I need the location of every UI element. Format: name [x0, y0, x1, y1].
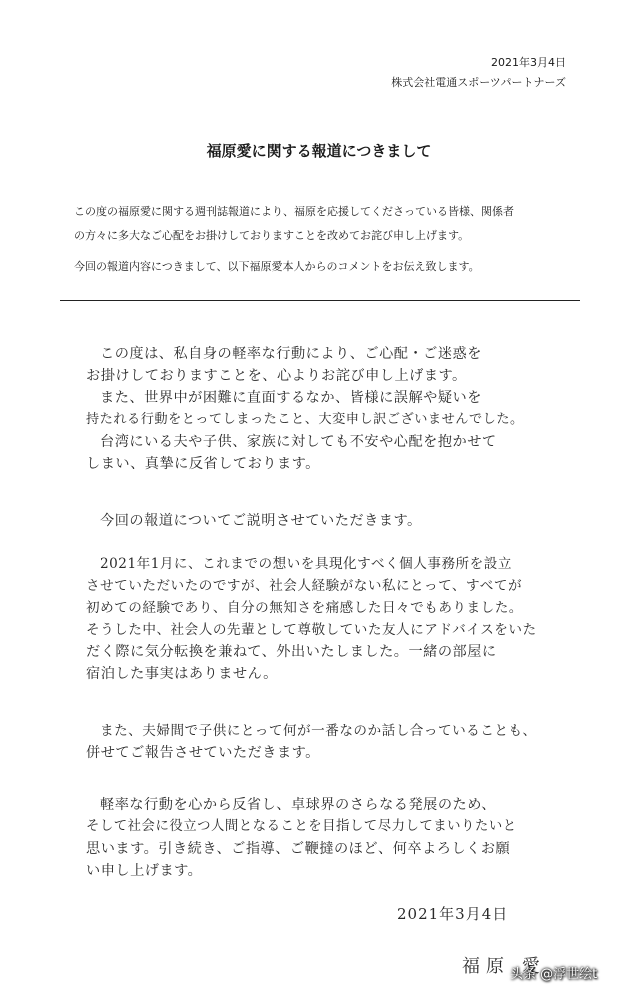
intro-paragraph-2	[74, 255, 570, 279]
handwritten-line: 持たれる行動をとってしまったこと、大変申し訳ございませんでした。	[86, 412, 524, 427]
handwritten-line: 2021年1月に、これまでの想いを具現化すべく個人事務所を設立	[100, 556, 512, 572]
intro-line: の方々に多大なご心配をお掛けしておりますことを改めてお詫び申し上げます。	[74, 229, 470, 242]
handwritten-line: この度は、私自身の軽率な行動により、ご心配・ご迷惑を	[100, 346, 482, 362]
handwritten-date: 2021年3月4日	[397, 905, 509, 923]
handwritten-line: お掛けしておりますことを、心よりお詫び申し上げます。	[86, 368, 467, 384]
handwritten-line: 思います。引き続き、ご指導、ご鞭撻のほど、何卒よろしくお願	[86, 841, 511, 857]
handwritten-line: させていただいたのですが、社会人経験がない私にとって、すべてが	[86, 578, 523, 594]
intro-line: 今回の報道内容につきまして、以下福原愛本人からのコメントをお伝え致します。	[74, 260, 480, 273]
handwritten-line: 初めての経験であり、自分の無知さを痛感した日々でもありました。	[86, 600, 523, 616]
divider	[60, 300, 580, 301]
handwritten-line: 軽率な行動を心から反省し、卓球界のさらなる発展のため、	[100, 797, 496, 813]
handwritten-line: 宿泊した事実はありません。	[86, 666, 278, 682]
handwritten-line: い申し上げます。	[86, 863, 203, 879]
handwritten-line: そうした中、社会人の先輩として尊敬していた友人にアドバイスをいた	[86, 622, 537, 638]
header-company: 株式会社電通スポーツパートナーズ	[391, 76, 566, 89]
handwritten-line: 併せてご報告させていただきます。	[86, 745, 320, 761]
handwritten-paragraph-4	[86, 720, 570, 764]
intro-paragraph-1	[74, 200, 570, 248]
handwritten-line: 今回の報道についてご説明させていただきます。	[100, 513, 422, 529]
handwritten-line: そして社会に役立つ人間となることを目指して尽力してまいりたいと	[86, 819, 517, 834]
watermark-text: 头条 @浮世绘t	[510, 967, 598, 982]
handwritten-line: また、世界中が困難に直面するなか、皆様に誤解や疑いを	[100, 390, 482, 406]
handwritten-paragraph-5	[86, 794, 570, 882]
handwritten-paragraph-1	[86, 343, 570, 475]
handwritten-line: だく際に気分転換を兼ねて、外出いたしました。一緒の部屋に	[86, 644, 497, 660]
handwritten-line: 台湾にいる夫や子供、家族に対しても不安や心配を抱かせて	[100, 434, 497, 450]
header-date: 2021年3月4日	[491, 56, 566, 69]
document-title: 福原愛に関する報道につきまして	[206, 142, 432, 160]
handwritten-line: また、夫婦間で子供にとって何が一番なのか話し合っていることも、	[100, 723, 537, 739]
signature: 福原 愛	[462, 956, 546, 977]
handwritten-line: しまい、真摯に反省しております。	[86, 456, 320, 472]
handwritten-paragraph-2	[100, 510, 570, 532]
intro-line: この度の福原愛に関する週刊誌報道により、福原を応援してくださっている皆様、関係者	[74, 205, 514, 218]
watermark	[510, 963, 597, 982]
handwritten-paragraph-3	[86, 553, 570, 685]
